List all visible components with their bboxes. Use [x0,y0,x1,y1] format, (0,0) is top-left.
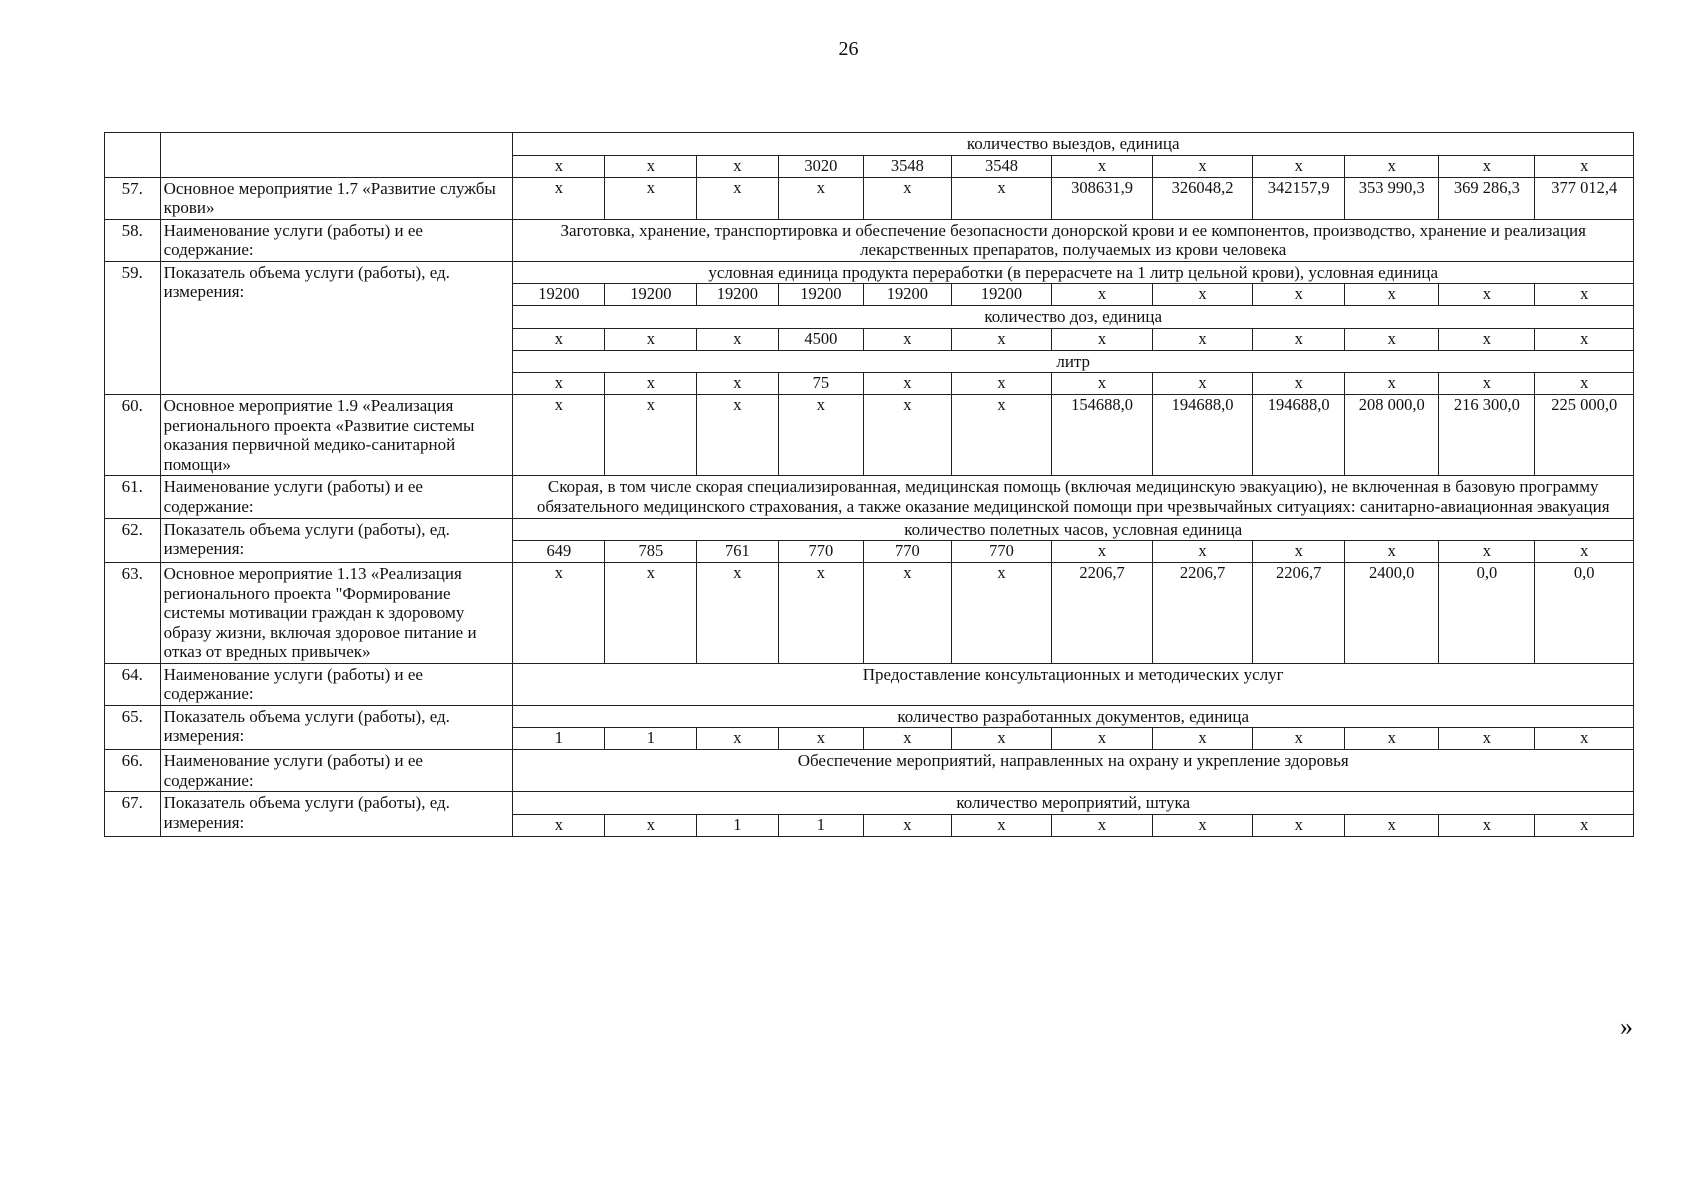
value-cell: x [1535,728,1634,750]
value-cell: 4500 [778,328,864,350]
value-cell: 377 012,4 [1535,177,1634,219]
row-number: 63. [105,563,161,664]
value-cell: 3548 [951,155,1052,177]
value-cell: x [1345,728,1439,750]
row-number: 57. [105,177,161,219]
value-cell: x [1253,328,1345,350]
value-cell: x [1052,155,1153,177]
value-cell: x [697,177,778,219]
value-cell: x [1052,284,1153,306]
value-cell: 194688,0 [1253,395,1345,476]
table-row [105,177,1634,219]
value-cell: x [697,373,778,395]
value-cell: x [951,395,1052,476]
row-number: 66. [105,750,161,792]
value-cell: x [1535,815,1634,837]
value-cell: 353 990,3 [1345,177,1439,219]
value-cell: x [864,328,952,350]
value-cell: x [1345,815,1439,837]
value-cell: x [1535,541,1634,563]
value-cell: x [1052,373,1153,395]
row-label: Наименование услуги (работы) и ее содержание: [160,663,513,705]
value-cell: 2206,7 [1253,563,1345,664]
value-cell: x [697,155,778,177]
value-cell: 19200 [513,284,605,306]
value-cell: x [1345,284,1439,306]
value-cell: x [864,728,952,750]
value-cell: x [1439,284,1535,306]
row-label: Показатель объема услуги (работы), ед. измерения: [160,705,513,750]
value-cell: 770 [951,541,1052,563]
unit-of-measure: количество выездов, единица [513,133,1634,156]
value-cell: 3548 [864,155,952,177]
unit-of-measure: количество доз, единица [513,306,1634,329]
value-cell: 225 000,0 [1535,395,1634,476]
value-cell: x [697,728,778,750]
page-number: 26 [838,38,859,60]
unit-header-row [105,133,1634,156]
program-table [104,132,1634,837]
value-cell: x [951,328,1052,350]
value-cell: x [778,395,864,476]
row-number: 61. [105,476,161,518]
value-cell: 770 [778,541,864,563]
value-cell: 0,0 [1535,563,1634,664]
table-row [105,705,1634,728]
value-cell: x [605,177,697,219]
unit-of-measure: условная единица продукта переработки (в перерасчете на 1 литр цельной крови), условная единица [513,261,1634,284]
value-cell: x [513,373,605,395]
value-cell: x [1152,373,1253,395]
value-cell: x [1253,373,1345,395]
value-cell: 1 [778,815,864,837]
value-cell: x [1052,328,1153,350]
table-row [105,663,1634,705]
value-cell: x [513,563,605,664]
value-cell: x [1439,155,1535,177]
value-cell: x [1535,373,1634,395]
value-cell: x [1152,541,1253,563]
value-cell: x [697,563,778,664]
value-cell: x [1052,815,1153,837]
value-cell: 208 000,0 [1345,395,1439,476]
value-cell: x [778,563,864,664]
value-cell: x [864,177,952,219]
unit-of-measure: количество разработанных документов, единица [513,705,1634,728]
service-content: Заготовка, хранение, транспортировка и обеспечение безопасности донорской крови и ее компонентов, производство, хранение и реализация лекарственных препаратов, получаемых из крови человека [513,219,1634,261]
closing-quote-mark: » [1620,1012,1633,1041]
value-cell: x [605,395,697,476]
value-cell: 19200 [951,284,1052,306]
value-cell: x [1439,373,1535,395]
value-cell: x [951,177,1052,219]
value-cell: x [513,328,605,350]
value-cell: 785 [605,541,697,563]
row-label: Наименование услуги (работы) и ее содержание: [160,750,513,792]
value-cell: x [951,563,1052,664]
value-cell: 19200 [605,284,697,306]
value-cell: x [605,815,697,837]
value-cell: 2206,7 [1152,563,1253,664]
value-cell: x [778,728,864,750]
table-row [105,395,1634,476]
table-row [105,792,1634,815]
value-cell: x [513,177,605,219]
row-label: Наименование услуги (работы) и ее содержание: [160,476,513,518]
row-label: Основное мероприятие 1.9 «Реализация регионального проекта «Развитие системы оказания первичной медико-санитарной помощи» [160,395,513,476]
value-cell: 2400,0 [1345,563,1439,664]
table-row [105,750,1634,792]
value-cell: x [864,373,952,395]
value-cell: x [513,155,605,177]
value-cell: x [1152,284,1253,306]
value-cell: x [697,395,778,476]
service-content: Скорая, в том числе скорая специализированная, медицинская помощь (включая медицинскую эвакуацию), не включенная в базовую программу обязательного медицинского страхования, а также оказание медицинской помощи при чрезвычайных ситуациях: санитарно-авиационная эвакуация [513,476,1634,518]
value-cell: x [1535,155,1634,177]
value-cell: x [1253,728,1345,750]
value-cell: x [864,815,952,837]
value-cell: 19200 [864,284,952,306]
value-cell: x [1439,815,1535,837]
value-cell: 649 [513,541,605,563]
value-cell: 0,0 [1439,563,1535,664]
value-cell: x [1152,728,1253,750]
value-cell: x [1253,815,1345,837]
row-label: Основное мероприятие 1.13 «Реализация регионального проекта "Формирование системы мотивации граждан к здоровому образу жизни, включая здоровое питание и отказ от вредных привычек» [160,563,513,664]
service-content: Обеспечение мероприятий, направленных на охрану и укрепление здоровья [513,750,1634,792]
value-cell: x [513,815,605,837]
unit-of-measure: количество полетных часов, условная единица [513,518,1634,541]
value-cell: x [951,728,1052,750]
row-number: 60. [105,395,161,476]
row-label: Показатель объема услуги (работы), ед. измерения: [160,261,513,395]
row-label: Основное мероприятие 1.7 «Развитие службы крови» [160,177,513,219]
value-cell: 1 [605,728,697,750]
table-row [105,518,1634,541]
value-cell: 1 [697,815,778,837]
value-cell: x [1152,155,1253,177]
value-cell: 3020 [778,155,864,177]
table-row [105,563,1634,664]
value-cell: x [605,155,697,177]
service-content: Предоставление консультационных и методических услуг [513,663,1634,705]
value-cell: x [1345,373,1439,395]
value-cell: x [1253,284,1345,306]
value-cell: x [1535,328,1634,350]
value-cell: 369 286,3 [1439,177,1535,219]
value-cell: x [605,373,697,395]
value-cell: x [1535,284,1634,306]
value-cell: x [513,395,605,476]
value-cell: 770 [864,541,952,563]
value-cell: 216 300,0 [1439,395,1535,476]
row-label: Показатель объема услуги (работы), ед. измерения: [160,518,513,563]
value-cell: 19200 [697,284,778,306]
value-cell: x [1152,815,1253,837]
value-cell: x [864,395,952,476]
value-cell: x [1253,155,1345,177]
value-cell: 19200 [778,284,864,306]
value-cell: x [1152,328,1253,350]
value-cell: 75 [778,373,864,395]
table-row [105,219,1634,261]
value-cell: x [1439,728,1535,750]
value-cell: 308631,9 [1052,177,1153,219]
value-cell: 761 [697,541,778,563]
value-cell: 342157,9 [1253,177,1345,219]
value-cell: x [864,563,952,664]
row-number: 58. [105,219,161,261]
value-cell: x [1439,541,1535,563]
value-cell: 1 [513,728,605,750]
row-number: 67. [105,792,161,837]
unit-of-measure: литр [513,350,1634,373]
row-label-cell [160,133,513,178]
value-cell: x [951,815,1052,837]
row-number: 64. [105,663,161,705]
value-cell: x [605,563,697,664]
value-cell: x [1345,328,1439,350]
value-cell: x [1253,541,1345,563]
value-cell: x [951,373,1052,395]
value-cell: x [778,177,864,219]
value-cell: 154688,0 [1052,395,1153,476]
value-cell: x [1345,155,1439,177]
row-number: 59. [105,261,161,395]
value-cell: x [1052,541,1153,563]
value-cell: x [1345,541,1439,563]
value-cell: x [697,328,778,350]
row-label: Показатель объема услуги (работы), ед. измерения: [160,792,513,837]
row-number: 62. [105,518,161,563]
unit-of-measure: количество мероприятий, штука [513,792,1634,815]
table-row [105,476,1634,518]
value-cell: x [605,328,697,350]
table-row [105,261,1634,284]
row-number: 65. [105,705,161,750]
value-cell: x [1439,328,1535,350]
value-cell: 2206,7 [1052,563,1153,664]
value-cell: 326048,2 [1152,177,1253,219]
value-cell: x [1052,728,1153,750]
row-number-cell [105,133,161,178]
row-label: Наименование услуги (работы) и ее содержание: [160,219,513,261]
value-cell: 194688,0 [1152,395,1253,476]
